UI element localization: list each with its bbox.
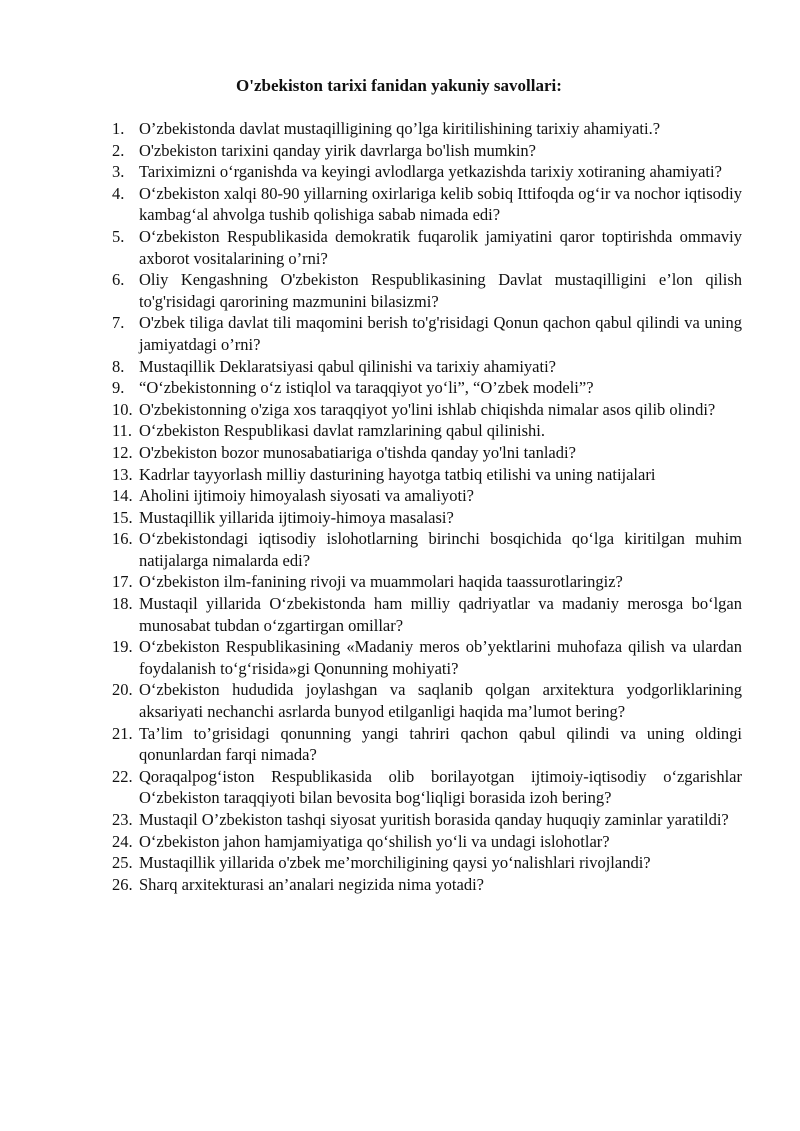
question-text: O'zbek tiliga davlat tili maqomini berish to'g'risidagi Qonun qachon qabul qilindi va uning jamiyatdagi o’rni? bbox=[139, 313, 742, 354]
question-item bbox=[112, 831, 742, 853]
question-text: O‘zbekiston Respublikasida demokratik fuqarolik jamiyatini qaror toptirishda ommaviy axborot vositalarining o’rni? bbox=[139, 226, 742, 268]
question-number: 16. bbox=[112, 529, 133, 549]
question-text: Qoraqalpog‘iston Respublikasida olib borilayotgan ijtimoiy-iqtisodiy o‘zgarishlar O‘zbekiston taraqqiyoti bilan bevosita bog‘liqligi borasida izoh bering? bbox=[139, 766, 742, 808]
question-item bbox=[112, 356, 742, 378]
question-number: 20. bbox=[112, 680, 133, 700]
question-number: 26. bbox=[112, 874, 133, 894]
question-number: 5. bbox=[112, 226, 125, 246]
questions-list bbox=[112, 118, 742, 895]
question-item bbox=[112, 312, 742, 355]
question-text: Sharq arxitekturasi an’analari negizida nima yotadi? bbox=[139, 874, 484, 894]
question-number: 12. bbox=[112, 442, 133, 462]
question-text: O‘zbekiston Respublikasi davlat ramzlarining qabul qilinishi. bbox=[139, 421, 546, 441]
question-item bbox=[112, 874, 742, 896]
question-text: Oliy Kengashning O'zbekiston Respublikasining Davlat mustaqilligini e’lon qilish to'g'risidagi qarorining mazmunini bilasizmi? bbox=[139, 270, 742, 311]
question-item bbox=[112, 442, 742, 464]
question-number: 7. bbox=[112, 313, 125, 333]
question-number: 19. bbox=[112, 637, 133, 657]
document-title: O'zbekiston tarixi fanidan yakuniy savollari: bbox=[236, 76, 562, 95]
question-text: O‘zbekiston ilm-fanining rivoji va muammolari haqida taassurotlaringiz? bbox=[139, 572, 623, 592]
question-number: 9. bbox=[112, 378, 125, 398]
question-number: 3. bbox=[112, 162, 125, 182]
question-text: Aholini ijtimoiy himoyalash siyosati va amaliyoti? bbox=[139, 486, 475, 506]
question-text: Mustaqillik yillarida o'zbek me’morchiligining qaysi yo‘nalishlari rivojlandi? bbox=[139, 853, 651, 873]
question-number: 22. bbox=[112, 766, 133, 786]
question-number: 17. bbox=[112, 572, 133, 592]
question-text: Ta’lim to’grisidagi qonunning yangi tahriri qachon qabul qilindi va uning oldingi qonunlardan farqi nimada? bbox=[139, 723, 742, 765]
question-item bbox=[112, 852, 742, 874]
question-item bbox=[112, 399, 742, 421]
question-item bbox=[112, 766, 742, 809]
question-number: 15. bbox=[112, 507, 133, 527]
question-text: O'zbekiston bozor munosabatiariga o'tishda qanday yo'lni tanladi? bbox=[139, 442, 576, 462]
question-text: O‘zbekiston Respublikasining «Madaniy meros ob’yektlarini muhofaza qilish va ulardan foydalanish to‘g‘risida»gi Qonunning mohiyati? bbox=[139, 637, 742, 678]
question-text: Mustaqillik Deklaratsiyasi qabul qilinishi va tarixiy ahamiyati? bbox=[139, 356, 556, 376]
question-text: Mustaqillik yillarida ijtimoiy-himoya masalasi? bbox=[139, 507, 454, 527]
question-number: 25. bbox=[112, 853, 133, 873]
question-item bbox=[112, 269, 742, 312]
question-number: 2. bbox=[112, 140, 125, 160]
question-number: 24. bbox=[112, 831, 133, 851]
question-text: O‘zbekiston xalqi 80-90 yillarning oxirlariga kelib sobiq Ittifoqda og‘ir va nochor iqtisodiy kambag‘al ahvolga tushib qolishiga sabab nimada edi? bbox=[139, 183, 742, 225]
question-text: Kadrlar tayyorlash milliy dasturining hayotga tatbiq etilishi va uning natijalari bbox=[139, 464, 656, 484]
question-item bbox=[112, 377, 742, 399]
question-text: O'zbekistonning o'ziga xos taraqqiyot yo'lini ishlab chiqishda nimalar asos qilib olindi? bbox=[139, 399, 716, 419]
question-number: 10. bbox=[112, 399, 133, 419]
question-text: Tariximizni o‘rganishda va keyingi avlodlarga yetkazishda tarixiy xotiraning ahamiyati? bbox=[139, 162, 722, 182]
question-item bbox=[112, 161, 742, 183]
question-item bbox=[112, 226, 742, 269]
question-number: 1. bbox=[112, 119, 125, 138]
question-item bbox=[112, 485, 742, 507]
question-number: 23. bbox=[112, 810, 133, 829]
question-item bbox=[112, 809, 742, 831]
question-text: Mustaqil O’zbekiston tashqi siyosat yuritish borasida qanday huquqiy zaminlar yaratildi? bbox=[139, 810, 729, 829]
question-item bbox=[112, 593, 742, 636]
question-text: O‘zbekiston jahon hamjamiyatiga qo‘shilish yo‘li va undagi islohotlar? bbox=[139, 831, 610, 851]
question-item bbox=[112, 464, 742, 486]
question-item bbox=[112, 507, 742, 529]
question-item bbox=[112, 679, 742, 722]
question-item bbox=[112, 571, 742, 593]
question-item bbox=[112, 183, 742, 226]
question-number: 18. bbox=[112, 594, 133, 614]
question-number: 6. bbox=[112, 270, 125, 290]
question-number: 8. bbox=[112, 356, 125, 376]
question-text: O’zbekistonda davlat mustaqilligining qo’lga kiritilishining tarixiy ahamiyati.? bbox=[139, 119, 661, 138]
question-item bbox=[112, 420, 742, 442]
question-text: O‘zbekiston hududida joylashgan va saqlanib qolgan arxitektura yodgorliklarining aksariyati nechanchi asrlarda bunyod etilganligi haqida ma’lumot bering? bbox=[139, 680, 742, 722]
question-number: 11. bbox=[112, 421, 133, 441]
question-text: O'zbekiston tarixini qanday yirik davrlarga bo'lish mumkin? bbox=[139, 140, 536, 160]
question-number: 4. bbox=[112, 183, 125, 203]
question-text: “O‘zbekistonning o‘z istiqlol va taraqqiyot yo‘li”, “O’zbek modeli”? bbox=[139, 378, 594, 398]
question-text: Mustaqil yillarida O‘zbekistonda ham milliy qadriyatlar va madaniy merosga bo‘lgan munosabat tubdan o‘zgartirgan omillar? bbox=[139, 594, 742, 635]
question-item bbox=[112, 528, 742, 571]
question-number: 21. bbox=[112, 723, 133, 743]
question-item bbox=[112, 636, 742, 679]
question-item bbox=[112, 118, 742, 140]
question-item bbox=[112, 140, 742, 162]
question-item bbox=[112, 723, 742, 766]
question-text: O‘zbekistondagi iqtisodiy islohotlarning birinchi bosqichida qo‘lga kiritilgan muhim natijalarga nimalarda edi? bbox=[139, 529, 742, 570]
question-number: 14. bbox=[112, 486, 133, 506]
question-number: 13. bbox=[112, 464, 133, 484]
